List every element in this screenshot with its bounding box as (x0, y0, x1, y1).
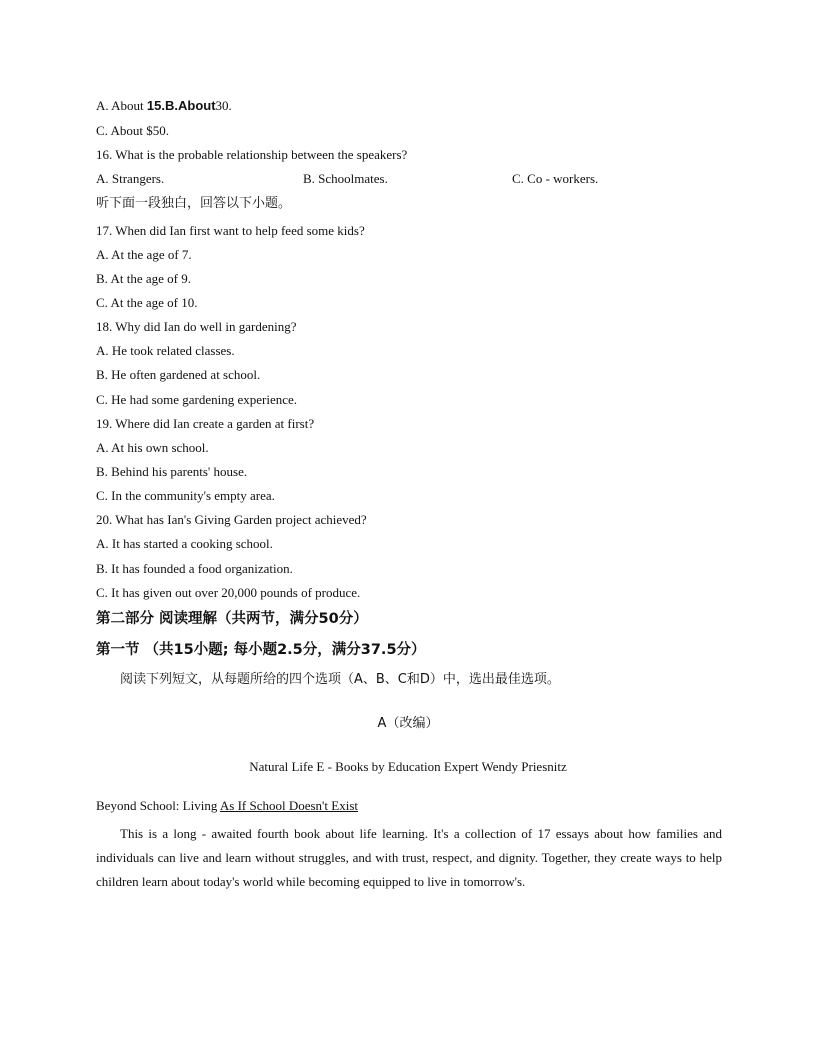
q20-option-a: A. It has started a cooking school. (96, 536, 273, 551)
passage-heading: Natural Life E - Books by Education Expert Wendy Priesnitz (249, 759, 567, 774)
section1-title: 第一节 （共15小题; 每小题2.5分，满分37.5分） (96, 642, 426, 658)
q18-option-a: A. He took related classes. (96, 343, 235, 358)
q16-option-b: B. Schoolmates. (303, 171, 388, 186)
q19-option-c: C. In the community's empty area. (96, 488, 275, 503)
q17-option-c: C. At the age of 10. (96, 295, 198, 310)
q20-option-b: B. It has founded a food organization. (96, 561, 293, 576)
book-title-line (96, 798, 358, 814)
q20-option-c: C. It has given out over 20,000 pounds of produce. (96, 585, 361, 600)
q19-option-b: B. Behind his parents' house. (96, 464, 248, 479)
book-title: As If School Doesn't Exist (219, 798, 358, 813)
q17-option-a: A. At the age of 7. (96, 247, 192, 262)
q20-question: 20. What has Ian's Giving Garden project achieved? (96, 512, 367, 527)
passage-label: A（改编） (377, 716, 439, 731)
reading-instruction: 阅读下列短文，从每题所给的四个选项（A、B、C和D）中，选出最佳选项。 (120, 672, 560, 687)
q17-question: 17. When did Ian first want to help feed some kids? (96, 223, 365, 238)
q17-option-b: B. At the age of 9. (96, 271, 191, 286)
q19-question: 19. Where did Ian create a garden at first? (96, 416, 315, 431)
q16-question: 16. What is the probable relationship between the speakers? (96, 147, 408, 162)
q18-option-b: B. He often gardened at school. (96, 367, 261, 382)
q16-option-a: A. Strangers. (96, 171, 165, 186)
part2-title: 第二部分 阅读理解（共两节，满分50分） (96, 611, 368, 627)
q16-option-c: C. Co - workers. (512, 171, 599, 186)
q18-question: 18. Why did Ian do well in gardening? (96, 319, 297, 334)
q15-option-a (96, 98, 232, 114)
passage-body: This is a long - awaited fourth book about life learning. It's a collection of 17 essays about how families and individuals can live and learn without struggles, and with trust, respect, and dignity. Together, they create ways to help children learn about today's world while becoming equipped to live in tomorrow's. (96, 826, 722, 889)
q18-option-c: C. He had some gardening experience. (96, 392, 298, 407)
q15-option-c: C. About $50. (96, 123, 169, 138)
q15-option-a-suffix: 30. (215, 98, 232, 113)
book-title-prefix: Beyond School: Living (96, 798, 220, 813)
q15-option-a-prefix: A. About (96, 98, 147, 113)
monologue-instruction: 听下面一段独白，回答以下小题。 (96, 196, 292, 211)
q15-option-a-bold: 15.B.About (146, 98, 216, 113)
q19-option-a: A. At his own school. (96, 440, 209, 455)
